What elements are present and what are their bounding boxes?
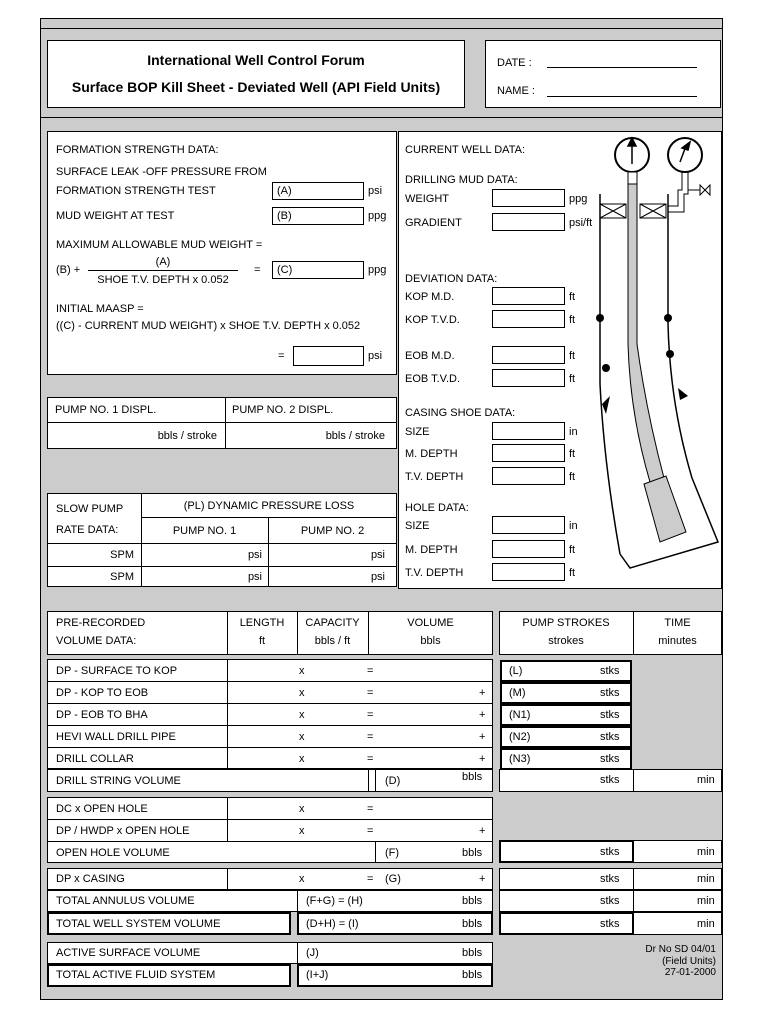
code-n1: (N1) bbox=[509, 709, 531, 721]
name-field[interactable] bbox=[547, 96, 697, 97]
row-label-2: DP - EOB TO BHA bbox=[56, 709, 148, 721]
spr-pump2: PUMP NO. 2 bbox=[300, 525, 365, 537]
casing-tvd-unit: ft bbox=[569, 471, 576, 483]
well-diagram bbox=[580, 134, 720, 586]
code-n2: (N2) bbox=[509, 731, 531, 743]
ds-min: min bbox=[697, 774, 715, 786]
ds-volume-label: DRILL STRING VOLUME bbox=[56, 775, 181, 787]
weight-unit: ppg bbox=[569, 193, 588, 205]
casing-md-label: M. DEPTH bbox=[405, 448, 458, 460]
date-field[interactable] bbox=[547, 67, 697, 68]
current-well-heading: CURRENT WELL DATA: bbox=[405, 144, 525, 156]
f-code: (F) bbox=[385, 847, 400, 859]
col-vol1: VOLUME bbox=[407, 617, 454, 629]
leakoff-line2: FORMATION STRENGTH TEST bbox=[56, 185, 216, 197]
spr-line2 bbox=[47, 543, 397, 544]
pump1-displ-label: PUMP NO. 1 DISPL. bbox=[55, 404, 157, 416]
spm-psi-1a[interactable]: psi bbox=[247, 549, 262, 561]
kop-md-unit: ft bbox=[569, 291, 576, 303]
frac-num: (A) bbox=[155, 256, 171, 268]
col-ps2: strokes bbox=[548, 635, 584, 647]
x-oh2: x bbox=[299, 825, 305, 837]
pump2-displ-unit[interactable]: bbls / stroke bbox=[325, 430, 385, 442]
doc-units: (Field Units) bbox=[662, 956, 716, 967]
pump-displ-divider bbox=[47, 422, 397, 423]
pump2-displ-label: PUMP NO. 2 DISPL. bbox=[232, 404, 334, 416]
mud-heading: DRILLING MUD DATA: bbox=[405, 174, 518, 186]
casing-size-label: SIZE bbox=[405, 426, 430, 438]
casing-gauge-icon bbox=[668, 138, 702, 172]
maasp-input[interactable] bbox=[293, 346, 364, 366]
c-equals: = bbox=[254, 264, 261, 276]
casing-tvd-input[interactable] bbox=[492, 467, 565, 485]
annulus-min: min bbox=[697, 895, 715, 907]
spr-header: (PL) DYNAMIC PRESSURE LOSS bbox=[183, 500, 355, 512]
x-0: x bbox=[299, 665, 305, 677]
eq-3: = bbox=[367, 731, 374, 743]
col-t2: minutes bbox=[658, 635, 697, 647]
annulus-stks: stks bbox=[600, 895, 620, 907]
casing-left bbox=[600, 194, 620, 554]
top-bar bbox=[40, 18, 723, 28]
casing-tvd-label: T.V. DEPTH bbox=[405, 471, 464, 483]
dc-oh-label: DC x OPEN HOLE bbox=[56, 803, 148, 815]
g-code: (G) bbox=[385, 873, 401, 885]
eq-2: = bbox=[367, 709, 374, 721]
code-m: (M) bbox=[509, 687, 526, 699]
hole-size-unit: in bbox=[569, 520, 578, 532]
ds-col1 bbox=[227, 659, 228, 769]
drill-string bbox=[628, 184, 664, 482]
col-cap2: bbls / ft bbox=[314, 635, 351, 647]
casing-md-input[interactable] bbox=[492, 444, 565, 462]
header-divider bbox=[40, 117, 723, 118]
eq-1: = bbox=[367, 687, 374, 699]
col-len1: LENGTH bbox=[239, 617, 285, 629]
stks-2: stks bbox=[600, 709, 620, 721]
x-3: x bbox=[299, 731, 305, 743]
well-sys-stks: stks bbox=[600, 918, 620, 930]
gradient-label: GRADIENT bbox=[405, 217, 462, 229]
hole-tvd-unit: ft bbox=[569, 567, 576, 579]
org-title: International Well Control Forum bbox=[147, 52, 365, 68]
h-code: (F+G) = (H) bbox=[306, 895, 363, 907]
x-4: x bbox=[299, 753, 305, 765]
row-label-4: DRILL COLLAR bbox=[56, 753, 134, 765]
x-2: x bbox=[299, 709, 305, 721]
casing-size-input[interactable] bbox=[492, 422, 565, 440]
x-oh1: x bbox=[299, 803, 305, 815]
cb-col1 bbox=[227, 868, 228, 890]
stks-1: stks bbox=[600, 687, 620, 699]
eq-0: = bbox=[367, 665, 374, 677]
hole-size-input[interactable] bbox=[492, 516, 565, 534]
eob-md-unit: ft bbox=[569, 350, 576, 362]
eob-tvd-label: EOB T.V.D. bbox=[405, 373, 461, 385]
active-surf-label: ACTIVE SURFACE VOLUME bbox=[56, 947, 201, 959]
mudweight-label: MUD WEIGHT AT TEST bbox=[56, 210, 175, 222]
frac-den: SHOE T.V. DEPTH x 0.052 bbox=[97, 274, 229, 286]
f-unit: bbls bbox=[462, 847, 483, 859]
total-active-label: TOTAL ACTIVE FLUID SYSTEM bbox=[56, 969, 216, 981]
stks-3: stks bbox=[600, 731, 620, 743]
plus-oh2: + bbox=[479, 825, 486, 837]
x-1: x bbox=[299, 687, 305, 699]
i-code: (D+H) = (I) bbox=[306, 918, 359, 930]
name-label: NAME : bbox=[497, 85, 535, 97]
spm-psi-2a[interactable]: psi bbox=[247, 571, 262, 583]
spm-psi-1b[interactable]: psi bbox=[370, 549, 385, 561]
weight-label: WEIGHT bbox=[405, 193, 449, 205]
pump1-displ-unit[interactable]: bbls / stroke bbox=[157, 430, 217, 442]
plus-casing: + bbox=[479, 873, 486, 885]
hole-md-unit: ft bbox=[569, 544, 576, 556]
col-cap1: CAPACITY bbox=[305, 617, 360, 629]
formation-heading: FORMATION STRENGTH DATA: bbox=[56, 144, 219, 156]
casing-heading: CASING SHOE DATA: bbox=[405, 407, 516, 419]
an-split bbox=[297, 890, 298, 912]
kop-md-label: KOP M.D. bbox=[405, 291, 455, 303]
kop-tvd-unit: ft bbox=[569, 314, 576, 326]
plus-3: + bbox=[479, 731, 486, 743]
row-label-3: HEVI WALL DRILL PIPE bbox=[56, 731, 176, 743]
oh-row1 bbox=[47, 819, 493, 820]
code-l: (L) bbox=[509, 665, 523, 677]
casing-size-unit: in bbox=[569, 426, 578, 438]
j-code: (J) bbox=[306, 947, 319, 959]
eob-tvd-unit: ft bbox=[569, 373, 576, 385]
spm-psi-2b[interactable]: psi bbox=[370, 571, 385, 583]
pump-displ-split bbox=[225, 397, 226, 449]
oh-stks: stks bbox=[600, 846, 620, 858]
deviation-heading: DEVIATION DATA: bbox=[405, 273, 498, 285]
plus-4: + bbox=[479, 753, 486, 765]
ds-vol-split bbox=[368, 769, 369, 792]
stks-0: stks bbox=[600, 665, 620, 677]
a-unit: psi bbox=[368, 185, 383, 197]
maasp-label: INITIAL MAASP = bbox=[56, 303, 144, 315]
fraction-bar bbox=[88, 270, 238, 271]
spr-line3 bbox=[47, 566, 397, 567]
annulus-label: TOTAL ANNULUS VOLUME bbox=[56, 895, 195, 907]
col-ps1: PUMP STROKES bbox=[522, 617, 610, 629]
eq-oh1: = bbox=[367, 803, 374, 815]
col-pre2: VOLUME DATA: bbox=[56, 635, 137, 647]
eq-casing: = bbox=[367, 873, 374, 885]
hole-heading: HOLE DATA: bbox=[405, 502, 469, 514]
ds-row4 bbox=[47, 747, 493, 748]
hole-md-input[interactable] bbox=[492, 540, 565, 558]
hole-size-label: SIZE bbox=[405, 520, 430, 532]
kop-md-input[interactable] bbox=[492, 287, 565, 305]
b-unit: ppg bbox=[368, 210, 387, 222]
ij-code: (I+J) bbox=[306, 969, 329, 981]
doc-number: Dr No SD 04/01 bbox=[645, 944, 716, 955]
eob-tvd-input[interactable] bbox=[492, 369, 565, 387]
frac-prefix: (B) + bbox=[56, 264, 81, 276]
dp-oh-label: DP / HWDP x OPEN HOLE bbox=[56, 825, 190, 837]
ds-row3 bbox=[47, 725, 493, 726]
doc-date: 27-01-2000 bbox=[664, 967, 716, 978]
eob-md-input[interactable] bbox=[492, 346, 565, 364]
dp-casing-label: DP x CASING bbox=[56, 873, 125, 885]
hole-tvd-input[interactable] bbox=[492, 563, 565, 581]
casing-right bbox=[668, 194, 692, 478]
eq-4: = bbox=[367, 753, 374, 765]
d-unit: bbls bbox=[462, 771, 483, 783]
spr-line1 bbox=[141, 517, 397, 518]
b-input[interactable]: (B) bbox=[272, 207, 364, 225]
date-label: DATE : bbox=[497, 57, 532, 69]
c-unit: ppg bbox=[368, 264, 387, 276]
ij-unit: bbls bbox=[462, 969, 483, 981]
col-vol2: bbls bbox=[420, 635, 441, 647]
kop-tvd-label: KOP T.V.D. bbox=[405, 314, 460, 326]
code-n3: (N3) bbox=[509, 753, 531, 765]
kop-tvd-input[interactable] bbox=[492, 310, 565, 328]
hole-md-label: M. DEPTH bbox=[405, 544, 458, 556]
bha bbox=[644, 476, 686, 542]
h-unit: bbls bbox=[462, 895, 483, 907]
maasp-equals: = bbox=[278, 350, 285, 362]
ds-stks: stks bbox=[600, 774, 620, 786]
hole-tvd-label: T.V. DEPTH bbox=[405, 567, 464, 579]
col-len2: ft bbox=[258, 635, 266, 647]
gradient-input[interactable] bbox=[492, 213, 565, 231]
oh-split bbox=[375, 841, 376, 863]
c-input[interactable]: (C) bbox=[272, 261, 364, 279]
col-t1: TIME bbox=[664, 617, 691, 629]
spr-label2: RATE DATA: bbox=[56, 524, 119, 536]
j-unit: bbls bbox=[462, 947, 483, 959]
spm-label-2: SPM bbox=[110, 571, 134, 583]
eq-oh2: = bbox=[367, 825, 374, 837]
oh-row2 bbox=[47, 841, 493, 842]
spm-label-1: SPM bbox=[110, 549, 134, 561]
maasp-unit: psi bbox=[368, 350, 383, 362]
casing-md-unit: ft bbox=[569, 448, 576, 460]
d-code: (D) bbox=[385, 775, 401, 787]
weight-input[interactable] bbox=[492, 189, 565, 207]
well-sys-label: TOTAL WELL SYSTEM VOLUME bbox=[56, 918, 221, 930]
row-label-0: DP - SURFACE TO KOP bbox=[56, 665, 178, 677]
casing-min: min bbox=[697, 873, 715, 885]
oh-min: min bbox=[697, 846, 715, 858]
as-split bbox=[297, 942, 298, 964]
ds-row2 bbox=[47, 703, 493, 704]
spr-label1: SLOW PUMP bbox=[56, 503, 124, 515]
gradient-unit: psi/ft bbox=[569, 217, 593, 229]
x-casing: x bbox=[299, 873, 305, 885]
leakoff-line1: SURFACE LEAK -OFF PRESSURE FROM bbox=[56, 166, 267, 178]
oh-vol-label: OPEN HOLE VOLUME bbox=[56, 847, 170, 859]
plus-1: + bbox=[479, 687, 486, 699]
ds-row1 bbox=[47, 681, 493, 682]
plus-2: + bbox=[479, 709, 486, 721]
a-input[interactable]: (A) bbox=[272, 182, 364, 200]
title-box bbox=[47, 40, 465, 108]
eob-md-label: EOB M.D. bbox=[405, 350, 455, 362]
maasp-formula: ((C) - CURRENT MUD WEIGHT) x SHOE T.V. DEPTH x 0.052 bbox=[56, 320, 361, 332]
sheet-title: Surface BOP Kill Sheet - Deviated Well (API Field Units) bbox=[71, 79, 441, 95]
well-sys-min: min bbox=[697, 918, 715, 930]
spr-pump1: PUMP NO. 1 bbox=[172, 525, 237, 537]
stks-4: stks bbox=[600, 753, 620, 765]
row-label-1: DP - KOP TO EOB bbox=[56, 687, 149, 699]
i-unit: bbls bbox=[462, 918, 483, 930]
casing-stks: stks bbox=[600, 873, 620, 885]
col-pre1: PRE-RECORDED bbox=[56, 617, 146, 629]
max-label: MAXIMUM ALLOWABLE MUD WEIGHT = bbox=[56, 239, 263, 251]
